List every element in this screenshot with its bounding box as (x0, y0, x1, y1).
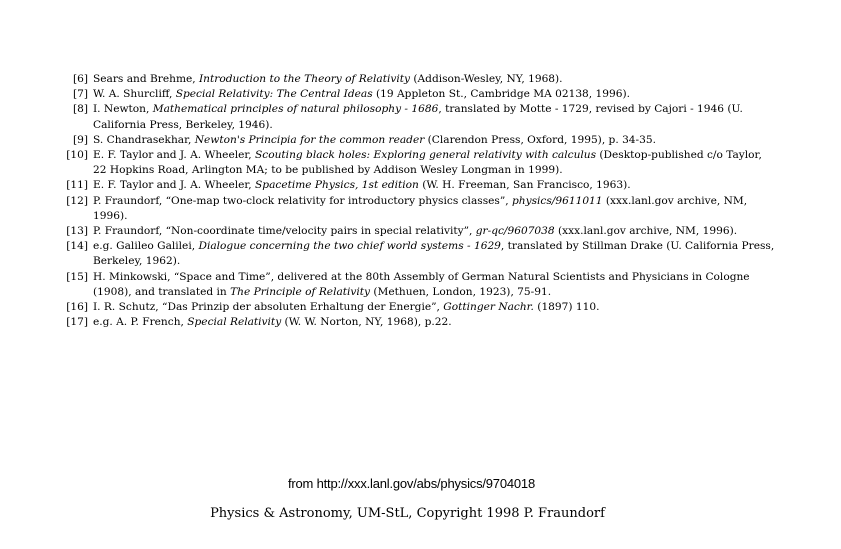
reference-entry (62, 239, 776, 269)
reference-number: [6] (72, 73, 88, 85)
reference-list (62, 72, 776, 330)
reference-detail: (xxx.lanl.gov archive, NM, 1996). (554, 225, 738, 238)
reference-title: Mathematical principles of natural philosophy - 1686 (152, 103, 439, 116)
reference-title: Dialogue concerning the two chief world systems - 1629 (198, 240, 501, 253)
reference-detail: (Methuen, London, 1923), 75-91. (370, 285, 552, 298)
reference-number: [17] (66, 316, 88, 329)
reference-entry (62, 102, 776, 132)
reference-entry (62, 315, 776, 330)
reference-detail: (W. H. Freeman, San Francisco, 1963). (418, 179, 631, 192)
reference-detail: E. F. Taylor and J. A. Wheeler, (93, 149, 256, 162)
reference-number: [16] (66, 301, 88, 314)
reference-detail: P. Fraundorf, “Non-coordinate time/velocity pairs in special relativity”, (93, 225, 476, 238)
reference-detail: (1897) 110. (533, 301, 600, 314)
reference-entry (62, 72, 776, 87)
reference-detail: S. Chandrasekhar, (93, 133, 195, 146)
reference-detail: W. A. Shurcliff, (93, 88, 176, 101)
reference-number: [8] (72, 103, 88, 116)
reference-text (93, 316, 452, 328)
reference-title: The Principle of Relativity (230, 285, 371, 298)
reference-title: Gottinger Nachr. (443, 301, 534, 314)
reference-title: gr-qc/9607038 (475, 225, 555, 238)
reference-text (93, 240, 774, 267)
reference-text (93, 134, 656, 146)
reference-detail: (19 Appleton St., Cambridge MA 02138, 1996). (372, 88, 630, 101)
reference-detail: (Addison-Wesley, NY, 1968). (410, 73, 563, 85)
reference-text (93, 179, 631, 191)
reference-title: Introduction to the Theory of Relativity (199, 73, 411, 85)
reference-number: [14] (66, 240, 88, 253)
copyright-line: Physics & Astronomy, UM-StL, Copyright 1998 P. Fraundorf (210, 506, 605, 521)
reference-number: [12] (66, 194, 88, 207)
reference-entry (62, 270, 776, 300)
reference-title: Scouting black holes: Exploring general relativity with calculus (255, 149, 597, 162)
reference-entry (62, 300, 776, 315)
reference-detail: , translated by Stillman Drake (U. California Press, Berkeley, 1962). (93, 240, 775, 268)
source-url-line: from http://xxx.lanl.gov/abs/physics/9704018 (287, 476, 535, 491)
reference-number: [11] (66, 179, 88, 192)
reference-entry (62, 194, 776, 224)
reference-entry (62, 87, 776, 102)
reference-detail: H. Minkowski, “Space and Time”, delivered at the 80th Assembly of German Natural Scientists and Physicians in Cologne (1908), and translated in (93, 270, 750, 298)
reference-entry (62, 148, 776, 178)
reference-title: Newton's Principia for the common reader (194, 133, 425, 146)
reference-title: physics/9611011 (512, 194, 603, 207)
reference-text (93, 271, 750, 298)
reference-text (93, 149, 762, 176)
reference-text (93, 73, 563, 85)
reference-title: Spacetime Physics, 1st edition (255, 179, 419, 192)
reference-detail: (Clarendon Press, Oxford, 1995), p. 34-35. (424, 133, 656, 146)
reference-detail: P. Fraundorf, “One-map two-clock relativity for introductory physics classes”, (93, 194, 512, 207)
reference-text (93, 301, 600, 313)
reference-title: Special Relativity: The Central Ideas (175, 88, 373, 101)
reference-number: [7] (72, 88, 88, 101)
reference-entry (62, 133, 776, 148)
reference-number: [15] (66, 270, 88, 283)
reference-detail: I. Newton, (93, 103, 153, 116)
reference-number: [9] (72, 133, 88, 146)
reference-text (93, 88, 630, 100)
reference-entry (62, 224, 776, 239)
reference-detail: Sears and Brehme, (93, 73, 199, 85)
reference-detail: (xxx.lanl.gov archive, NM, 1996). (93, 194, 748, 222)
reference-number: [10] (66, 149, 88, 162)
reference-text (93, 195, 747, 222)
reference-text (93, 103, 743, 130)
reference-entry (62, 178, 776, 193)
reference-detail: I. R. Schutz, “Das Prinzip der absoluten Erhaltung der Energie”, (93, 301, 444, 314)
reference-detail: (W. W. Norton, NY, 1968), p.22. (281, 316, 452, 329)
reference-title: Special Relativity (187, 316, 282, 329)
reference-detail: (Desktop-published c/o Taylor, 22 Hopkins Road, Arlington MA; to be published by Addison Wesley Longman in 1999). (93, 149, 762, 177)
reference-text (93, 225, 737, 237)
reference-number: [13] (66, 225, 88, 238)
reference-detail: , translated by Motte - 1729, revised by Cajori - 1946 (U. California Press, Berkeley, 1946). (93, 103, 743, 131)
reference-detail: e.g. Galileo Galilei, (93, 240, 199, 253)
reference-detail: E. F. Taylor and J. A. Wheeler, (93, 179, 256, 192)
reference-detail: e.g. A. P. French, (93, 316, 188, 329)
